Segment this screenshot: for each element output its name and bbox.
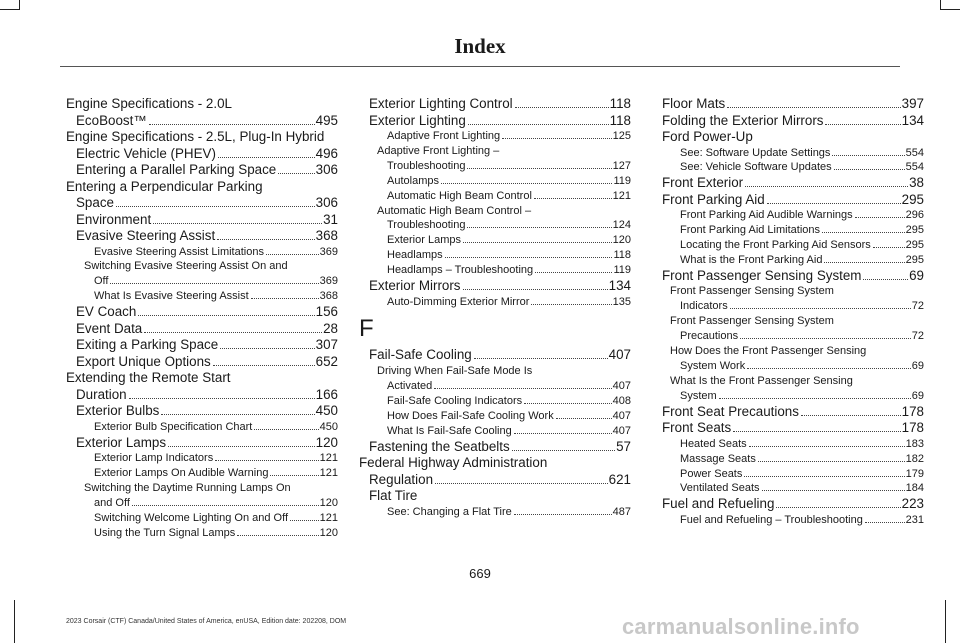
index-subentry[interactable] [367,174,631,189]
index-entry[interactable] [66,403,338,420]
page-reference[interactable]: 652 [315,353,338,369]
leader-dots [138,315,314,316]
index-subentry[interactable] [660,253,924,268]
index-subentry[interactable] [74,451,338,466]
entry-text: Ford Power-Up [662,129,753,144]
leader-dots [116,206,315,207]
index-subentry[interactable] [367,189,631,204]
page-reference[interactable]: 38 [909,175,924,191]
index-subentry[interactable] [74,466,338,481]
page-reference[interactable]: 496 [315,145,338,161]
entry-text: Troubleshooting [387,159,466,172]
page-reference[interactable]: 31 [323,211,338,227]
entry-text: Evasive Steering Assist [76,228,216,243]
entry-text: Front Passenger Sensing System [670,285,834,298]
leader-dots [863,279,908,280]
header-rule [60,66,900,67]
index-entry[interactable] [652,192,924,209]
leader-dots [767,203,901,204]
index-subentry[interactable] [367,394,631,409]
leader-dots [873,247,905,248]
entry-text: Adaptive Front Lighting [387,130,501,142]
index-entry[interactable] [66,435,338,452]
page-reference[interactable]: 495 [315,112,338,128]
leader-dots [822,232,905,233]
entry-text: Exterior Bulb Specification Chart [94,420,253,433]
entry-text: Front Parking Aid Limitations [680,224,821,237]
page-reference[interactable]: 120 [612,234,631,247]
index-subentry[interactable] [367,233,631,248]
page-reference[interactable]: 120 [315,434,338,450]
page-reference[interactable]: 120 [319,496,338,509]
page-reference[interactable]: 118 [613,249,631,262]
leader-dots [514,514,612,515]
entry-text: Headlamps – Troubleshooting [387,264,534,277]
leader-dots [445,257,613,258]
page-reference[interactable]: 295 [905,254,924,267]
page-reference[interactable]: 407 [612,379,631,392]
page-reference[interactable]: 121 [319,511,338,524]
page-reference[interactable]: 554 [905,161,924,174]
index-entry[interactable] [359,113,631,130]
watermark: carmanualsonline.info [622,614,860,639]
entry-text: Front Passenger Sensing System [662,267,862,283]
index-subentry[interactable] [367,204,631,234]
page-reference[interactable]: 223 [901,496,924,512]
page-reference[interactable]: 120 [319,526,338,539]
index-subentry[interactable] [660,146,924,161]
leader-dots [719,398,911,399]
entry-text: Federal Highway Administration [359,455,548,470]
leader-dots [467,227,611,228]
leader-dots [278,173,314,174]
index-entry[interactable] [652,96,924,113]
entry-text: Export Unique Options [76,353,211,369]
entry-text: Headlamps [387,249,443,262]
index-entry[interactable] [66,321,338,338]
leader-dots [535,272,612,273]
page-reference[interactable]: 487 [612,505,631,518]
entry-text: Flat Tire [369,488,418,503]
page-reference[interactable]: 369 [319,245,338,258]
page-reference[interactable]: 69 [911,389,924,402]
entry-text: Fuel and Refueling [662,496,775,512]
entry-text: Driving When Fail-Safe Mode Is [377,364,533,377]
leader-dots [213,365,315,366]
entry-text: Front Parking Aid Audible Warnings [680,209,853,222]
crop-mark [19,0,20,10]
entry-text: Entering a Perpendicular Parking [66,178,263,194]
leader-dots [512,450,615,451]
crop-mark [0,9,20,10]
leader-dots [270,475,318,476]
index-subentry[interactable] [660,374,924,404]
entry-text: Locating the Front Parking Aid Sensors [680,239,871,252]
index-entry[interactable] [66,370,338,403]
page-reference[interactable]: 407 [612,424,631,437]
leader-dots [801,415,901,416]
page-reference[interactable]: 295 [901,191,924,207]
leader-dots [824,262,904,263]
entry-text: Off [94,275,109,288]
entry-text: Exterior Bulbs [76,403,160,419]
entry-text: Fail-Safe Cooling [369,347,472,363]
index-subentry[interactable] [74,259,338,289]
entry-text: Engine Specifications - 2.5L, Plug-In Hybrid [66,129,325,144]
entry-text: Engine Specifications - 2.0L [66,96,232,111]
index-entry[interactable] [359,439,631,456]
index-entry[interactable] [66,212,338,229]
page-reference[interactable]: 397 [901,96,924,111]
index-subentry[interactable] [74,289,338,304]
page-reference[interactable]: 121 [319,466,338,479]
leader-dots [463,242,612,243]
entry-text: System [680,389,717,402]
index-entry[interactable] [66,228,338,245]
page-reference[interactable]: 407 [608,347,631,363]
entry-text: What Is Evasive Steering Assist [94,290,249,303]
leader-dots [144,332,322,333]
index-subentry[interactable] [660,284,924,314]
page-reference[interactable]: 450 [319,420,338,433]
leader-dots [524,403,612,404]
page-reference[interactable]: 554 [905,146,924,159]
leader-dots [745,186,908,187]
entry-text: Using the Turn Signal Lamps [94,526,236,539]
index-entry[interactable] [652,496,924,513]
page-reference[interactable]: 72 [911,300,924,313]
page-reference[interactable]: 178 [901,420,924,436]
index-entry[interactable] [359,96,631,113]
entry-text: Floor Mats [662,96,726,111]
index-subentry[interactable] [660,223,924,238]
leader-dots [747,368,911,369]
page-reference[interactable]: 121 [319,452,338,465]
entry-text: Fail-Safe Cooling Indicators [387,394,523,407]
page-reference[interactable]: 306 [315,162,338,177]
page-reference[interactable]: 307 [315,337,338,353]
leader-dots [237,535,318,536]
leader-dots [254,429,318,430]
leader-dots [168,446,315,447]
page-reference[interactable]: 306 [315,195,338,210]
leader-dots [744,476,904,477]
index-subentry[interactable] [367,263,631,278]
index-subentry[interactable] [660,160,924,175]
entry-text: Fuel and Refueling – Troubleshooting [680,513,863,526]
index-entry[interactable] [652,113,924,130]
page-reference[interactable]: 184 [905,482,924,495]
leader-dots [441,183,612,184]
page-reference[interactable]: 125 [612,130,631,142]
index-subentry[interactable] [367,505,631,520]
edition-footer: 2023 Corsair (CTF) Canada/United States of America, enUSA, Edition date: 202208, DOM [66,618,347,625]
index-entry[interactable] [359,488,631,505]
leader-dots [762,490,905,491]
index-subentry[interactable] [74,511,338,526]
entry-text: Front Seat Precautions [662,403,799,419]
page-reference[interactable]: 368 [319,290,338,303]
entry-text: Extending the Remote Start [66,370,231,386]
page-reference[interactable]: 57 [616,438,631,454]
page-reference[interactable]: 166 [315,386,338,402]
entry-text: What is the Front Parking Aid [680,254,823,267]
page-reference[interactable]: 178 [901,403,924,419]
page-reference[interactable]: 72 [911,330,924,343]
page-reference[interactable]: 124 [612,219,631,232]
index-subentry[interactable] [660,513,924,528]
leader-dots [832,155,904,156]
leader-dots [132,505,319,506]
leader-dots [217,239,314,240]
entry-text: Troubleshooting [387,219,466,232]
index-subentry[interactable] [660,452,924,467]
index-subentry[interactable] [660,238,924,253]
section-letter: F [359,315,374,343]
leader-dots [218,157,315,158]
entry-text: Auto-Dimming Exterior Mirror [387,295,530,308]
entry-text: What Is Fail-Safe Cooling [387,424,512,437]
entry-text: Exterior Mirrors [369,278,461,294]
entry-text: Entering a Parallel Parking Space [76,162,277,177]
index-subentry[interactable] [367,424,631,439]
page-reference[interactable]: 28 [323,320,338,336]
leader-dots [110,283,318,284]
entry-text: Ventilated Seats [680,482,760,495]
leader-dots [514,433,612,434]
leader-dots [215,460,318,461]
index-entry[interactable] [359,347,631,364]
page-reference[interactable]: 127 [612,159,631,172]
index-column-2 [359,96,631,519]
entry-text: Folding the Exterior Mirrors [662,112,824,128]
entry-text: EcoBoost™ [76,112,147,128]
index-entry[interactable] [359,455,631,488]
page-reference[interactable]: 118 [609,112,631,128]
leader-dots [749,446,905,447]
index-entry[interactable] [359,278,631,295]
entry-text: Front Seats [662,420,732,436]
entry-text: Fastening the Seatbelts [369,438,510,454]
index-subentry[interactable] [74,420,338,435]
leader-dots [129,398,315,399]
index-subentry[interactable] [367,129,631,144]
entry-text: Power Seats [680,467,743,480]
leader-dots [515,107,609,108]
page-reference[interactable]: 296 [905,209,924,222]
page-reference[interactable]: 69 [909,267,924,283]
entry-text: Event Data [76,320,143,336]
leader-dots [290,520,319,521]
page-reference[interactable]: 295 [905,239,924,252]
entry-text: How Does Fail-Safe Cooling Work [387,409,554,422]
index-subentry[interactable] [74,526,338,541]
page-reference[interactable]: 369 [319,275,338,288]
page-reference[interactable]: 156 [315,304,338,320]
leader-dots [468,124,609,125]
index-subentry[interactable] [660,314,924,344]
entry-text: Space [76,195,114,210]
entry-text: EV Coach [76,304,137,320]
page-reference[interactable]: 121 [612,189,631,202]
index-entry[interactable] [66,337,338,354]
index-subentry[interactable] [74,481,338,511]
entry-text: Evasive Steering Assist Limitations [94,245,264,258]
index-entry[interactable] [652,268,924,285]
page-reference[interactable]: 119 [613,174,631,187]
entry-text: Exterior Lamp Indicators [94,452,214,465]
leader-dots [556,418,612,419]
entry-text: Environment [76,211,152,227]
page-reference[interactable]: 134 [608,278,631,294]
index-subentry[interactable] [660,481,924,496]
page-reference[interactable]: 183 [905,437,924,450]
index-entry[interactable] [66,162,338,179]
entry-text: Exiting a Parking Space [76,337,219,353]
entry-text: Automatic High Beam Control [387,189,532,202]
leader-dots [776,507,900,508]
page-reference[interactable]: 119 [613,264,631,277]
leader-dots [149,124,315,125]
index-entry[interactable] [66,304,338,321]
entry-text: Indicators [680,300,728,313]
leader-dots [502,138,612,139]
page-reference[interactable]: 118 [609,96,631,111]
page-reference[interactable]: 231 [905,513,924,526]
index-subentry[interactable] [660,208,924,223]
entry-text: Front Passenger Sensing System [670,315,834,328]
index-entry[interactable] [652,404,924,421]
entry-text: See: Changing a Flat Tire [387,505,512,518]
entry-text: Switching Welcome Lighting On and Off [94,511,289,524]
leader-dots [740,338,911,339]
leader-dots [251,298,319,299]
leader-dots [153,223,322,224]
entry-text: Heated Seats [680,437,747,450]
page-reference[interactable]: 368 [315,228,338,243]
crop-mark [940,0,941,10]
index-subentry[interactable] [367,409,631,424]
entry-text: Activated [387,379,433,392]
leader-dots [467,168,611,169]
index-entry[interactable] [66,354,338,371]
entry-text: Adaptive Front Lighting – [377,144,500,157]
leader-dots [758,461,905,462]
entry-text: Autolamps [387,174,439,187]
entry-text: Automatic High Beam Control – [377,204,532,217]
index-entry[interactable] [652,420,924,437]
page-reference[interactable]: 295 [905,224,924,237]
entry-text: What Is the Front Passenger Sensing [670,374,853,387]
entry-text: How Does the Front Passenger Sensing [670,345,867,358]
crop-mark [945,600,946,643]
entry-text: Exterior Lamps On Audible Warning [94,466,269,479]
page-reference[interactable]: 450 [315,403,338,419]
index-subentry[interactable] [367,364,631,394]
index-subentry[interactable] [660,467,924,482]
leader-dots [727,107,900,108]
entry-text: Massage Seats [680,452,756,465]
entry-text: Exterior Lighting [369,112,466,128]
leader-dots [435,483,608,484]
page-title: Index [454,34,506,58]
entry-text: Electric Vehicle (PHEV) [76,145,216,161]
leader-dots [434,388,611,389]
index-subentry[interactable] [367,248,631,263]
page-reference[interactable]: 407 [612,409,631,422]
entry-text: System Work [680,359,746,372]
entry-text: Switching the Daytime Running Lamps On [84,481,291,494]
crop-mark [940,9,960,10]
index-entry[interactable] [652,129,924,146]
leader-dots [733,431,900,432]
leader-dots [474,358,608,359]
page-reference[interactable]: 135 [612,295,631,308]
leader-dots [855,217,905,218]
index-column-1 [66,96,338,540]
leader-dots [534,198,612,199]
entry-text: See: Software Update Settings [680,146,831,159]
page-reference[interactable]: 182 [905,452,924,465]
entry-text: Regulation [369,471,434,487]
page-reference[interactable]: 69 [911,359,924,372]
entry-text: Front Exterior [662,175,744,191]
crop-mark [14,600,15,643]
entry-text: Exterior Lamps [76,434,167,450]
page-reference[interactable]: 134 [901,112,924,128]
entry-text: and Off [94,496,130,509]
entry-text: Exterior Lamps [387,234,461,247]
index-entry[interactable] [66,129,338,162]
page-reference[interactable]: 408 [612,394,631,407]
entry-text: See: Vehicle Software Updates [680,161,832,174]
page-reference[interactable]: 621 [608,471,631,487]
leader-dots [865,522,905,523]
leader-dots [220,348,314,349]
index-subentry[interactable] [367,295,631,310]
entry-text: Precautions [680,330,739,343]
leader-dots [531,304,611,305]
leader-dots [834,169,905,170]
index-subentry[interactable] [74,245,338,260]
entry-text: Duration [76,386,127,402]
index-entry[interactable] [66,179,338,212]
leader-dots [161,414,314,415]
entry-text: Exterior Lighting Control [369,96,513,111]
leader-dots [730,308,911,309]
leader-dots [463,289,608,290]
page-number: 669 [469,566,491,581]
leader-dots [266,254,319,255]
index-entry[interactable] [66,96,338,129]
index-entry[interactable] [652,175,924,192]
index-subentry[interactable] [367,144,631,174]
leader-dots [825,124,900,125]
index-subentry[interactable] [660,437,924,452]
entry-text: Front Parking Aid [662,191,765,207]
page-reference[interactable]: 179 [905,467,924,480]
index-subentry[interactable] [660,344,924,374]
entry-text: Switching Evasive Steering Assist On and [84,260,288,273]
index-column-3 [652,96,924,528]
